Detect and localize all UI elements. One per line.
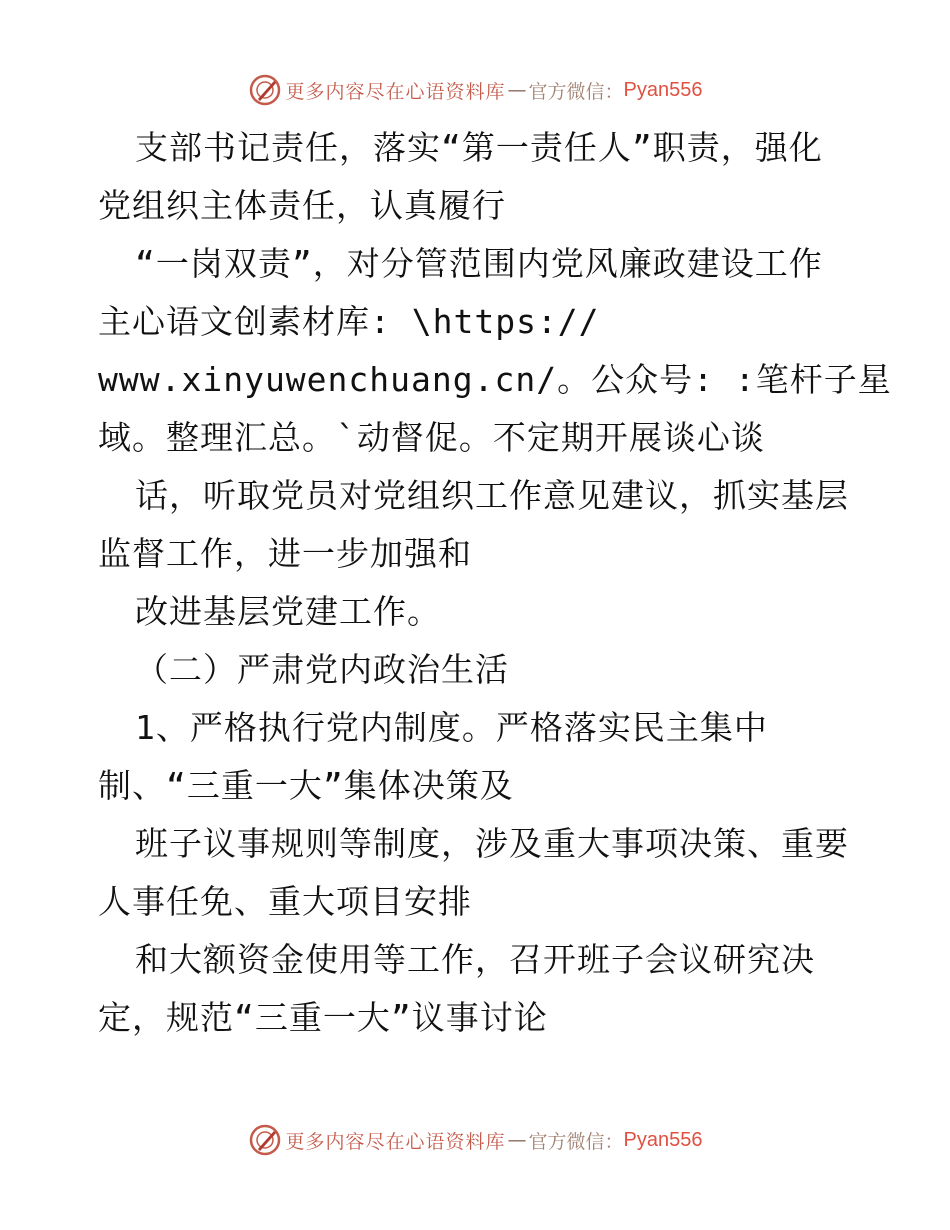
watermark-separator: — [507, 79, 527, 101]
body-line: www.xinyuwenchuang.cn/。公众号: :笔杆子星 [98, 360, 892, 399]
body-line: 制、“三重一大”集体决策及 [98, 766, 514, 805]
header-watermark [0, 70, 950, 110]
watermark-wechat-id: Pyan556 [623, 78, 703, 101]
body-line: 党组织主体责任，认真履行 [98, 186, 506, 225]
section-heading: （二）严肃党内政治生活 [135, 650, 509, 689]
watermark-wechat-label: 官方微信： [528, 1130, 624, 1153]
body-line: 话，听取党员对党组织工作意见建议，抓实基层 [135, 476, 849, 515]
body-line: 支部书记责任，落实“第一责任人”职责，强化 [135, 128, 823, 167]
body-line: 1、严格执行党内制度。严格落实民主集中 [135, 708, 768, 747]
watermark-separator: — [507, 1129, 527, 1151]
body-line: 监督工作，进一步加强和 [98, 534, 472, 573]
watermark-text: 更多内容尽在心语资料库 [285, 80, 506, 103]
body-line: 定，规范“三重一大”议事讨论 [98, 998, 548, 1037]
body-line: “一岗双责”，对分管范围内党风廉政建设工作 [135, 244, 823, 283]
pen-logo-icon [248, 73, 282, 107]
footer-watermark [0, 1120, 950, 1160]
watermark-wechat-id: Pyan556 [623, 1128, 703, 1151]
body-line: 改进基层党建工作。 [135, 592, 441, 631]
watermark-text: 更多内容尽在心语资料库 [285, 1130, 506, 1153]
pen-logo-icon [248, 1123, 282, 1157]
body-line: 和大额资金使用等工作，召开班子会议研究决 [135, 940, 815, 979]
body-line: 主心语文创素材库: \https:// [98, 302, 600, 341]
body-line: 班子议事规则等制度，涉及重大事项决策、重要 [135, 824, 849, 863]
body-line: 人事任免、重大项目安排 [98, 882, 472, 921]
watermark-wechat-label: 官方微信： [528, 80, 624, 103]
body-line: 域。整理汇总。`动督促。不定期开展谈心谈 [98, 418, 765, 457]
